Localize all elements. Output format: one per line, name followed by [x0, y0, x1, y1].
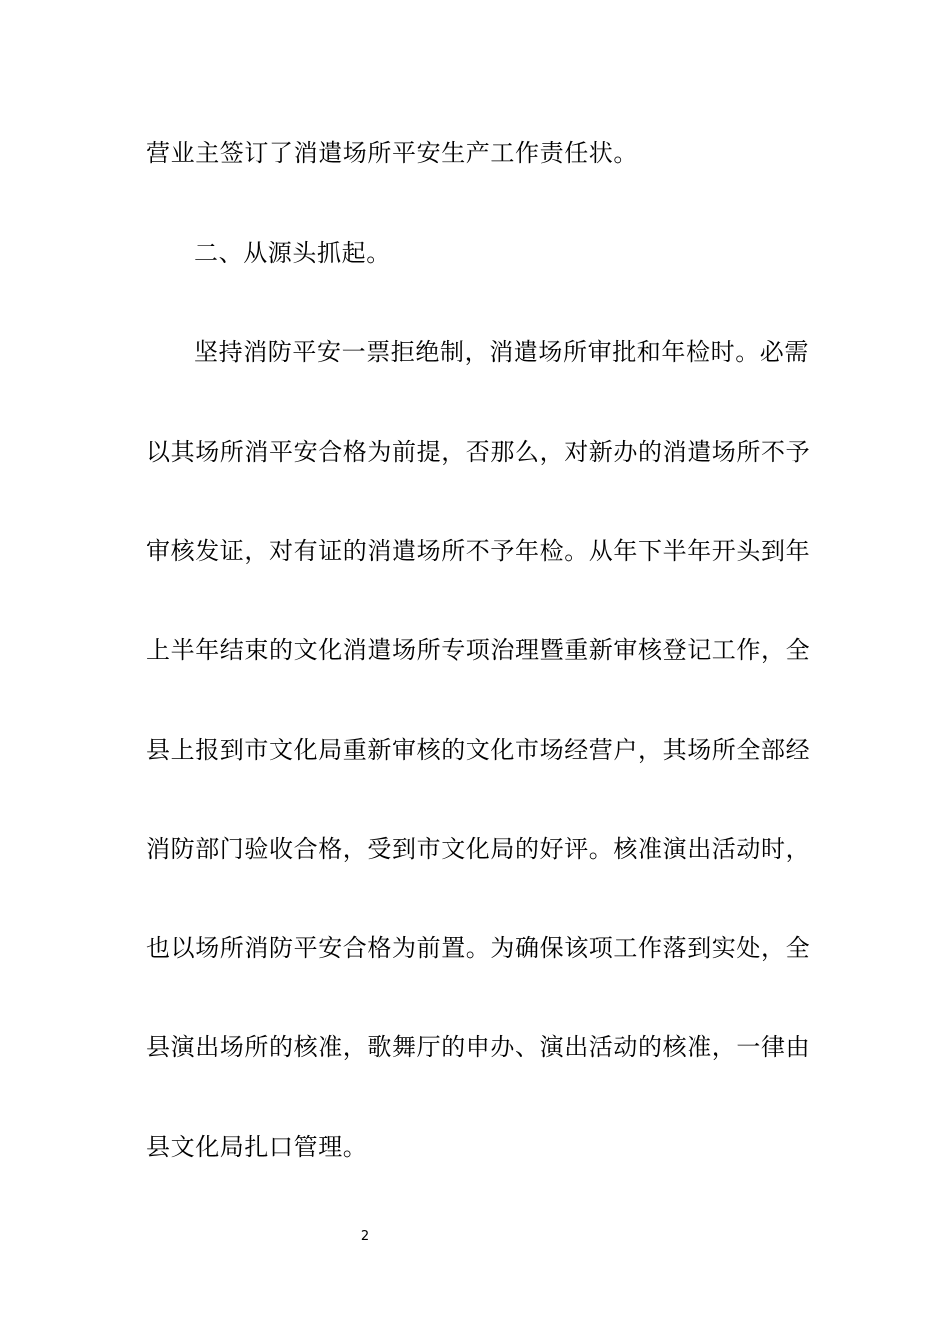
text-line: 县演出场所的核准，歌舞厅的申办、演出活动的核准，一律由: [146, 1033, 811, 1061]
section-heading: 二、从源头抓起。: [194, 239, 391, 267]
text-line: 消防部门验收合格，受到市文化局的好评。核准演出活动时，: [146, 835, 811, 863]
text-line: 以其场所消平安合格为前提，否那么，对新办的消遣场所不予: [146, 438, 811, 466]
text-line: 坚持消防平安一票拒绝制，消遣场所审批和年检时。必需: [194, 338, 809, 366]
page-number: 2: [360, 1229, 370, 1244]
text-line: 县上报到市文化局重新审核的文化市场经营户，其场所全部经: [146, 736, 811, 764]
text-line: 县文化局扎口管理。: [146, 1133, 368, 1161]
text-line: 审核发证，对有证的消遣场所不予年检。从年下半年开头到年: [146, 537, 811, 565]
text-line: 也以场所消防平安合格为前置。为确保该项工作落到实处，全: [146, 934, 811, 962]
text-line: 上半年结束的文化消遣场所专项治理暨重新审核登记工作，全: [146, 636, 811, 664]
text-line: 营业主签订了消遣场所平安生产工作责任状。: [146, 139, 638, 167]
